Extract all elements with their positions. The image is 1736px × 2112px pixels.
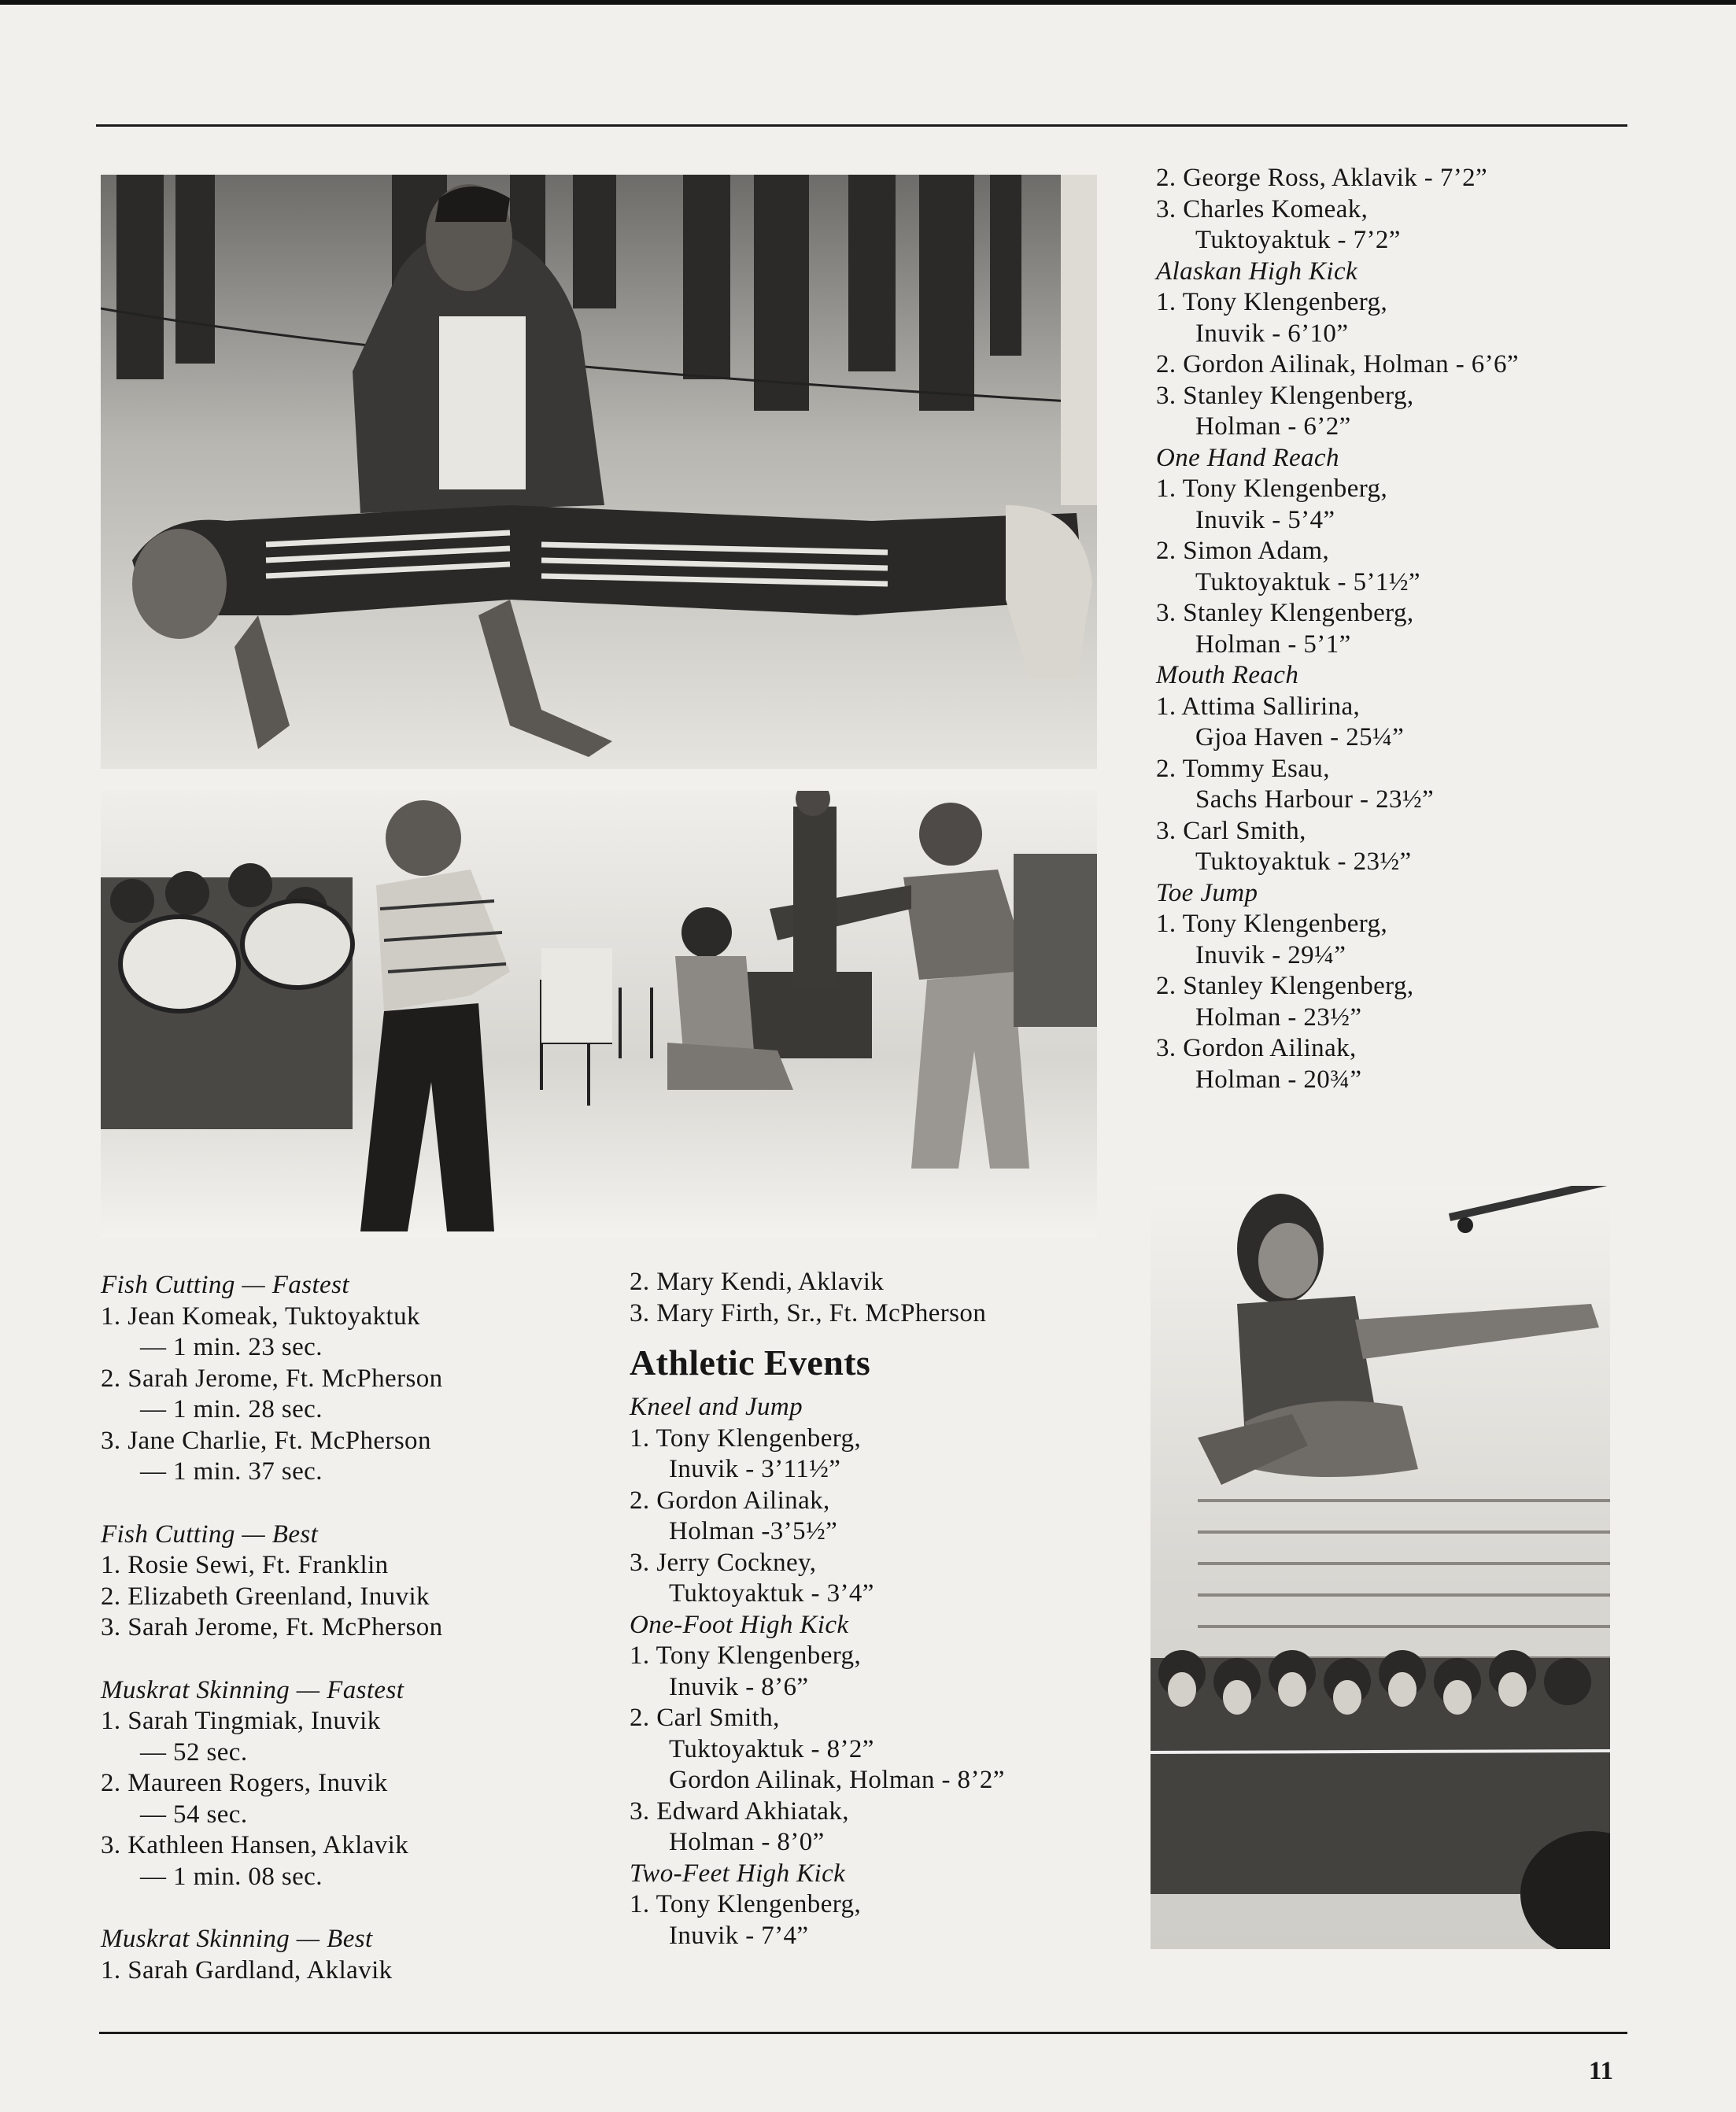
result-line: Inuvik - 5’4”: [1195, 505, 1335, 534]
result-line: Tuktoyaktuk - 7’2”: [1195, 226, 1401, 254]
result-line: 3. Stanley Klengenberg,: [1156, 599, 1414, 627]
event-title: One-Foot High Kick: [630, 1610, 849, 1639]
event-title: Muskrat Skinning — Fastest: [101, 1675, 404, 1704]
result-line: 2. Carl Smith,: [630, 1704, 780, 1732]
result-line: 3. Stanley Klengenberg,: [1156, 381, 1414, 410]
result-line: 3. Kathleen Hansen, Aklavik: [101, 1831, 409, 1859]
result-line: Tuktoyaktuk - 5’1½”: [1195, 567, 1420, 596]
result-line: 1. Sarah Tingmiak, Inuvik: [101, 1707, 381, 1735]
result-line: — 1 min. 23 sec.: [140, 1333, 323, 1361]
left-column: [101, 1270, 541, 1986]
result-line: 2. Simon Adam,: [1156, 537, 1330, 565]
section-heading: Athletic Events: [630, 1342, 871, 1383]
page-number: 11: [1588, 2057, 1613, 2085]
result-line: Tuktoyaktuk - 3’4”: [669, 1579, 874, 1608]
result-line: 1. Tony Klengenberg,: [630, 1641, 862, 1670]
event-title: Toe Jump: [1156, 878, 1258, 907]
result-line: 1. Rosie Sewi, Ft. Franklin: [101, 1551, 389, 1579]
result-line: Gordon Ailinak, Holman - 8’2”: [669, 1766, 1005, 1794]
result-line: Holman - 23½”: [1195, 1002, 1362, 1032]
result-line: Inuvik - 3’11½”: [669, 1455, 841, 1483]
result-line: 2. Tommy Esau,: [1156, 754, 1330, 783]
result-line: 1. Attima Sallirina,: [1156, 692, 1361, 721]
event-title: Fish Cutting — Best: [101, 1519, 319, 1549]
result-line: 2. Maureen Rogers, Inuvik: [101, 1769, 388, 1797]
result-line: 3. Charles Komeak,: [1156, 194, 1368, 223]
result-line: Tuktoyaktuk - 23½”: [1195, 847, 1412, 876]
result-line: — 1 min. 08 sec.: [140, 1862, 323, 1891]
result-line: 3. Mary Firth, Sr., Ft. McPherson: [630, 1298, 987, 1327]
middle-column: [630, 1267, 1102, 1951]
event-title: Two-Feet High Kick: [630, 1859, 846, 1888]
result-line: Holman -3’5½”: [669, 1517, 838, 1545]
top-rule: [96, 124, 1627, 127]
result-line: — 54 sec.: [140, 1800, 248, 1829]
result-line: Holman - 6’2”: [1195, 412, 1351, 441]
result-line: 1. Tony Klengenberg,: [1156, 910, 1388, 938]
result-line: — 52 sec.: [140, 1737, 248, 1767]
drum-dance-photo-image: [101, 791, 1097, 1238]
bottom-rule: [99, 2032, 1627, 2034]
drum-dance-photo: [101, 791, 1097, 1238]
result-line: 1. Sarah Gardland, Aklavik: [101, 1955, 393, 1985]
result-line: 1. Tony Klengenberg,: [1156, 474, 1388, 503]
result-line: Holman - 8’0”: [669, 1828, 825, 1856]
result-line: 3. Edward Akhiatak,: [630, 1796, 849, 1826]
event-title: Kneel and Jump: [630, 1393, 803, 1421]
result-line: Holman - 20¾”: [1195, 1065, 1362, 1094]
result-line: Inuvik - 6’10”: [1195, 319, 1349, 348]
result-line: — 1 min. 28 sec.: [140, 1395, 323, 1423]
event-title: Alaskan High Kick: [1156, 257, 1358, 286]
result-line: 2. Mary Kendi, Aklavik: [630, 1268, 885, 1296]
result-line: — 1 min. 37 sec.: [140, 1457, 323, 1486]
high-kick-photo-image: [1151, 1186, 1610, 1949]
result-line: 3. Jane Charlie, Ft. McPherson: [101, 1426, 431, 1455]
high-kick-photo: [1151, 1186, 1610, 1949]
event-title: Fish Cutting — Fastest: [101, 1271, 349, 1299]
result-line: Inuvik - 29¼”: [1195, 940, 1346, 969]
result-line: 3. Gordon Ailinak,: [1156, 1034, 1357, 1062]
result-line: 3. Carl Smith,: [1156, 816, 1306, 845]
result-line: Holman - 5’1”: [1195, 630, 1351, 659]
result-line: 2. Sarah Jerome, Ft. McPherson: [101, 1364, 443, 1393]
event-title: Mouth Reach: [1156, 661, 1299, 689]
result-line: 1. Tony Klengenberg,: [630, 1890, 862, 1918]
result-line: 2. Gordon Ailinak,: [630, 1486, 830, 1515]
push-up-photo-image: [101, 175, 1097, 769]
result-line: 2. Gordon Ailinak, Holman - 6’6”: [1156, 350, 1519, 378]
event-title: Muskrat Skinning — Best: [101, 1925, 373, 1953]
result-line: 3. Sarah Jerome, Ft. McPherson: [101, 1613, 443, 1641]
result-line: Gjoa Haven - 25¼”: [1195, 723, 1405, 751]
result-line: 2. Elizabeth Greenland, Inuvik: [101, 1582, 430, 1611]
result-line: Sachs Harbour - 23½”: [1195, 785, 1435, 814]
event-title: One Hand Reach: [1156, 443, 1339, 472]
result-line: 2. Stanley Klengenberg,: [1156, 972, 1414, 1000]
result-line: Inuvik - 8’6”: [669, 1672, 809, 1701]
top-edge-bar: [0, 0, 1736, 5]
result-line: Tuktoyaktuk - 8’2”: [669, 1734, 874, 1763]
result-line: 1. Tony Klengenberg,: [1156, 288, 1388, 316]
right-column: [1156, 163, 1628, 1095]
push-up-photo: [101, 175, 1097, 769]
result-line: 1. Tony Klengenberg,: [630, 1423, 862, 1453]
result-line: 1. Jean Komeak, Tuktoyaktuk: [101, 1302, 420, 1331]
result-line: Inuvik - 7’4”: [669, 1921, 809, 1950]
result-line: 3. Jerry Cockney,: [630, 1548, 817, 1577]
result-line: 2. George Ross, Aklavik - 7’2”: [1156, 164, 1488, 192]
